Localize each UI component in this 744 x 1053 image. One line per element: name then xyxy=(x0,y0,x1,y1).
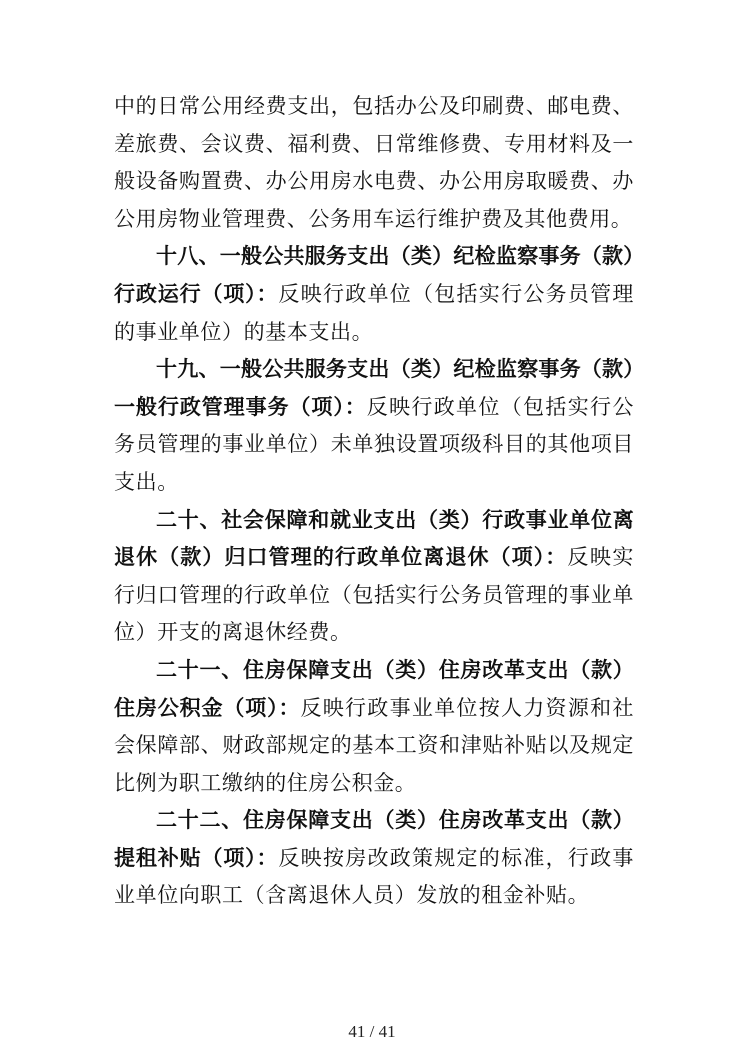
item-heading: 十八、一般公共服务支出（类）纪检监察事务（款）行政运行（项）： xyxy=(114,244,634,306)
paragraph-item-22 xyxy=(114,802,634,915)
item-heading: 十九、一般公共服务支出（类）纪检监察事务（款）一般行政管理事务（项）： xyxy=(114,357,634,419)
item-text: 反映按房改政策规定的标准，行政事业单位向职工（含离退休人员）发放的租金补贴。 xyxy=(114,845,634,908)
paragraph-continuation xyxy=(114,88,634,238)
paragraph-item-20 xyxy=(114,502,634,652)
paragraph-item-18 xyxy=(114,238,634,351)
paragraph-item-21 xyxy=(114,652,634,802)
item-heading: 二十一、住房保障支出（类）住房改革支出（款）住房公积金（项）： xyxy=(114,657,634,720)
item-text: 反映行政事业单位按人力资源和社会保障部、财政部规定的基本工资和津贴补贴以及规定比例为职工缴纳的住房公积金。 xyxy=(114,695,635,795)
item-text: 反映实行归口管理的行政单位（包括实行公务员管理的事业单位）开支的离退休经费。 xyxy=(114,545,634,645)
item-text: 反映行政单位（包括实行公务员管理的事业单位）的基本支出。 xyxy=(114,281,634,344)
item-text: 反映行政单位（包括实行公务员管理的事业单位）未单独设置项级科目的其他项目支出。 xyxy=(114,394,634,494)
page-number: 41 / 41 xyxy=(348,1022,396,1041)
item-heading: 二十、社会保障和就业支出（类）行政事业单位离退休（款）归口管理的行政单位离退休（项）： xyxy=(114,507,634,570)
paragraph-text: 中的日常公用经费支出，包括办公及印刷费、邮电费、差旅费、会议费、福利费、日常维修费、专用材料及一般设备购置费、办公用房水电费、办公用房取暖费、办公用房物业管理费、公务用车运行维护费及其他费用。 xyxy=(114,94,634,231)
item-heading: 二十二、住房保障支出（类）住房改革支出（款）提租补贴（项）： xyxy=(114,808,634,870)
document-body xyxy=(114,88,634,915)
paragraph-item-19 xyxy=(114,351,634,501)
